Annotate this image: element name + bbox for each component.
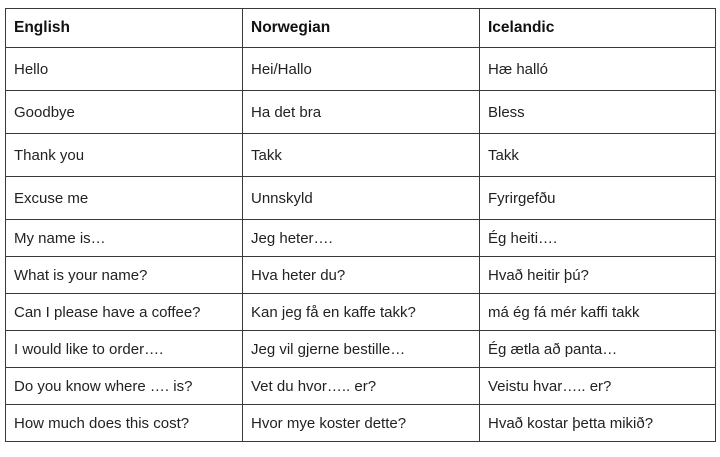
cell-icelandic: Hæ halló bbox=[480, 48, 716, 91]
cell-norwegian: Hei/Hallo bbox=[243, 48, 480, 91]
cell-english: Thank you bbox=[6, 134, 243, 177]
cell-icelandic: Hvað heitir þú? bbox=[480, 257, 716, 294]
table-row bbox=[6, 134, 716, 177]
table-row bbox=[6, 220, 716, 257]
table-row bbox=[6, 91, 716, 134]
header-norwegian: Norwegian bbox=[243, 9, 480, 48]
cell-icelandic: Ég ætla að panta… bbox=[480, 331, 716, 368]
cell-norwegian: Hva heter du? bbox=[243, 257, 480, 294]
cell-norwegian: Unnskyld bbox=[243, 177, 480, 220]
table-body bbox=[6, 48, 716, 442]
cell-english: Do you know where …. is? bbox=[6, 368, 243, 405]
table-row bbox=[6, 177, 716, 220]
cell-english: I would like to order…. bbox=[6, 331, 243, 368]
cell-english: Can I please have a coffee? bbox=[6, 294, 243, 331]
table-row bbox=[6, 331, 716, 368]
table-row bbox=[6, 48, 716, 91]
table-row bbox=[6, 405, 716, 442]
table-row bbox=[6, 294, 716, 331]
cell-norwegian: Jeg vil gjerne bestille… bbox=[243, 331, 480, 368]
cell-norwegian: Kan jeg få en kaffe takk? bbox=[243, 294, 480, 331]
cell-norwegian: Jeg heter…. bbox=[243, 220, 480, 257]
header-icelandic: Icelandic bbox=[480, 9, 716, 48]
table-header bbox=[6, 9, 716, 48]
table-row bbox=[6, 257, 716, 294]
header-row bbox=[6, 9, 716, 48]
cell-icelandic: má ég fá mér kaffi takk bbox=[480, 294, 716, 331]
header-english: English bbox=[6, 9, 243, 48]
cell-icelandic: Ég heiti…. bbox=[480, 220, 716, 257]
cell-icelandic: Takk bbox=[480, 134, 716, 177]
cell-english: Excuse me bbox=[6, 177, 243, 220]
cell-norwegian: Vet du hvor….. er? bbox=[243, 368, 480, 405]
table-row bbox=[6, 368, 716, 405]
phrase-table bbox=[5, 8, 716, 442]
cell-english: How much does this cost? bbox=[6, 405, 243, 442]
cell-icelandic: Bless bbox=[480, 91, 716, 134]
cell-norwegian: Ha det bra bbox=[243, 91, 480, 134]
cell-english: What is your name? bbox=[6, 257, 243, 294]
cell-english: Goodbye bbox=[6, 91, 243, 134]
cell-icelandic: Veistu hvar….. er? bbox=[480, 368, 716, 405]
cell-icelandic: Fyrirgefðu bbox=[480, 177, 716, 220]
cell-norwegian: Hvor mye koster dette? bbox=[243, 405, 480, 442]
cell-english: My name is… bbox=[6, 220, 243, 257]
cell-norwegian: Takk bbox=[243, 134, 480, 177]
cell-english: Hello bbox=[6, 48, 243, 91]
cell-icelandic: Hvað kostar þetta mikið? bbox=[480, 405, 716, 442]
